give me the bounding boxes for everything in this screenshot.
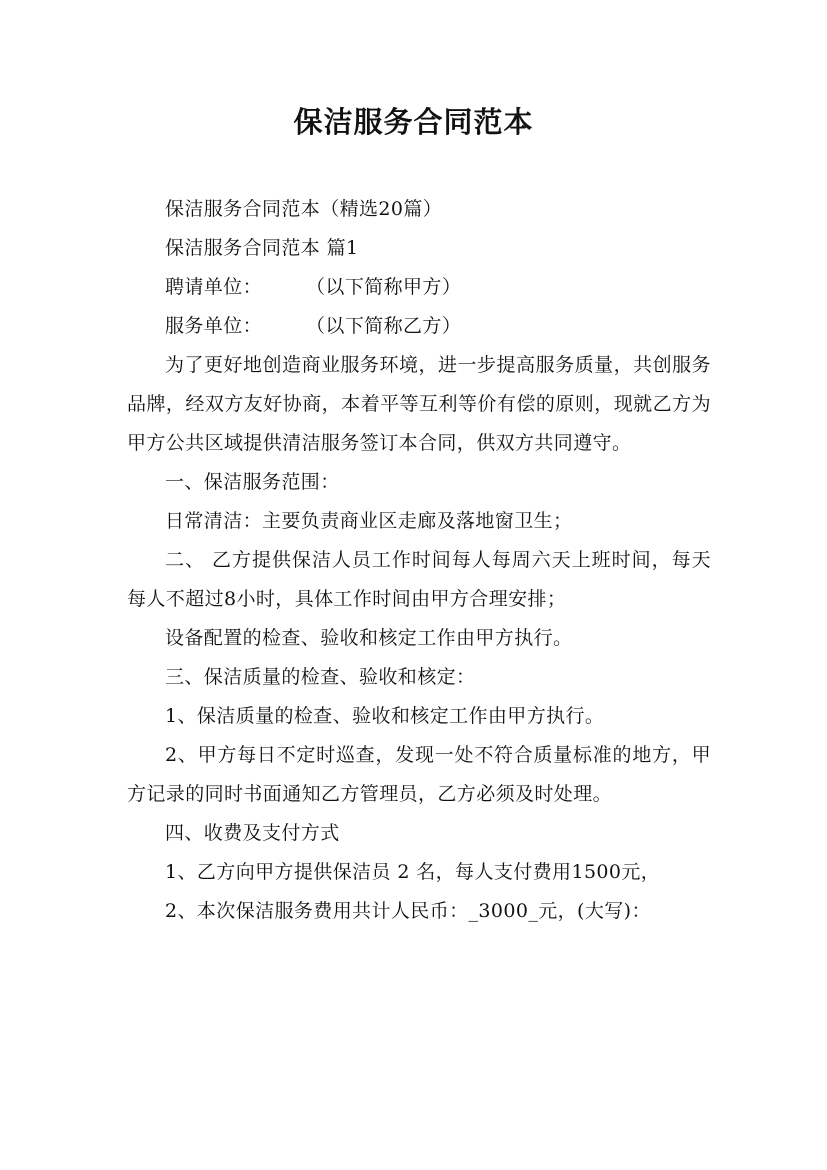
clause-4-heading: 四、收费及支付方式 xyxy=(165,822,340,844)
service-party-line xyxy=(127,307,711,346)
subtitle-line: 保洁服务合同范本（精选20篇） xyxy=(165,198,443,220)
service-party-note: （以下简称乙方） xyxy=(306,315,462,337)
section-heading-1: 保洁服务合同范本 篇1 xyxy=(165,237,359,259)
clause-4-item-1: 1、乙方向甲方提供保洁员 2 名，每人支付费用1500元， xyxy=(165,861,661,883)
preamble-paragraph: 为了更好地创造商业服务环境，进一步提高服务质量，共创服务品牌，经双方友好协商，本着平等互利等价有偿的原则，现就乙方为甲方公共区域提供清洁服务签订本合同，供双方共同遵守。 xyxy=(127,354,711,454)
document-body xyxy=(127,190,711,931)
document-title: 保洁服务合同范本 xyxy=(293,105,534,139)
hiring-party-note: （以下简称甲方） xyxy=(306,276,462,298)
clause-3-item-1: 1、保洁质量的检查、验收和核定工作由甲方执行。 xyxy=(165,705,605,727)
clause-4-item-2: 2、本次保洁服务费用共计人民币：_3000_元，(大写)： xyxy=(165,900,651,922)
hiring-party-label: 聘请单位： xyxy=(165,276,263,298)
clause-1-text: 日常清洁：主要负责商业区走廊及落地窗卫生； xyxy=(165,510,573,532)
equipment-check-text: 设备配置的检查、验收和核定工作由甲方执行。 xyxy=(165,627,573,649)
service-party-label: 服务单位： xyxy=(165,315,263,337)
clause-3-heading: 三、保洁质量的检查、验收和核定： xyxy=(165,666,476,688)
hiring-party-line xyxy=(127,268,711,307)
clause-2-text: 二、 乙方提供保洁人员工作时间每人每周六天上班时间，每天每人不超过8小时，具体工作时间由甲方合理安排； xyxy=(127,549,711,610)
clause-1-heading: 一、保洁服务范围： xyxy=(165,471,340,493)
clause-3-item-2: 2、甲方每日不定时巡查，发现一处不符合质量标准的地方，甲方记录的同时书面通知乙方管理员，乙方必须及时处理。 xyxy=(127,744,711,805)
